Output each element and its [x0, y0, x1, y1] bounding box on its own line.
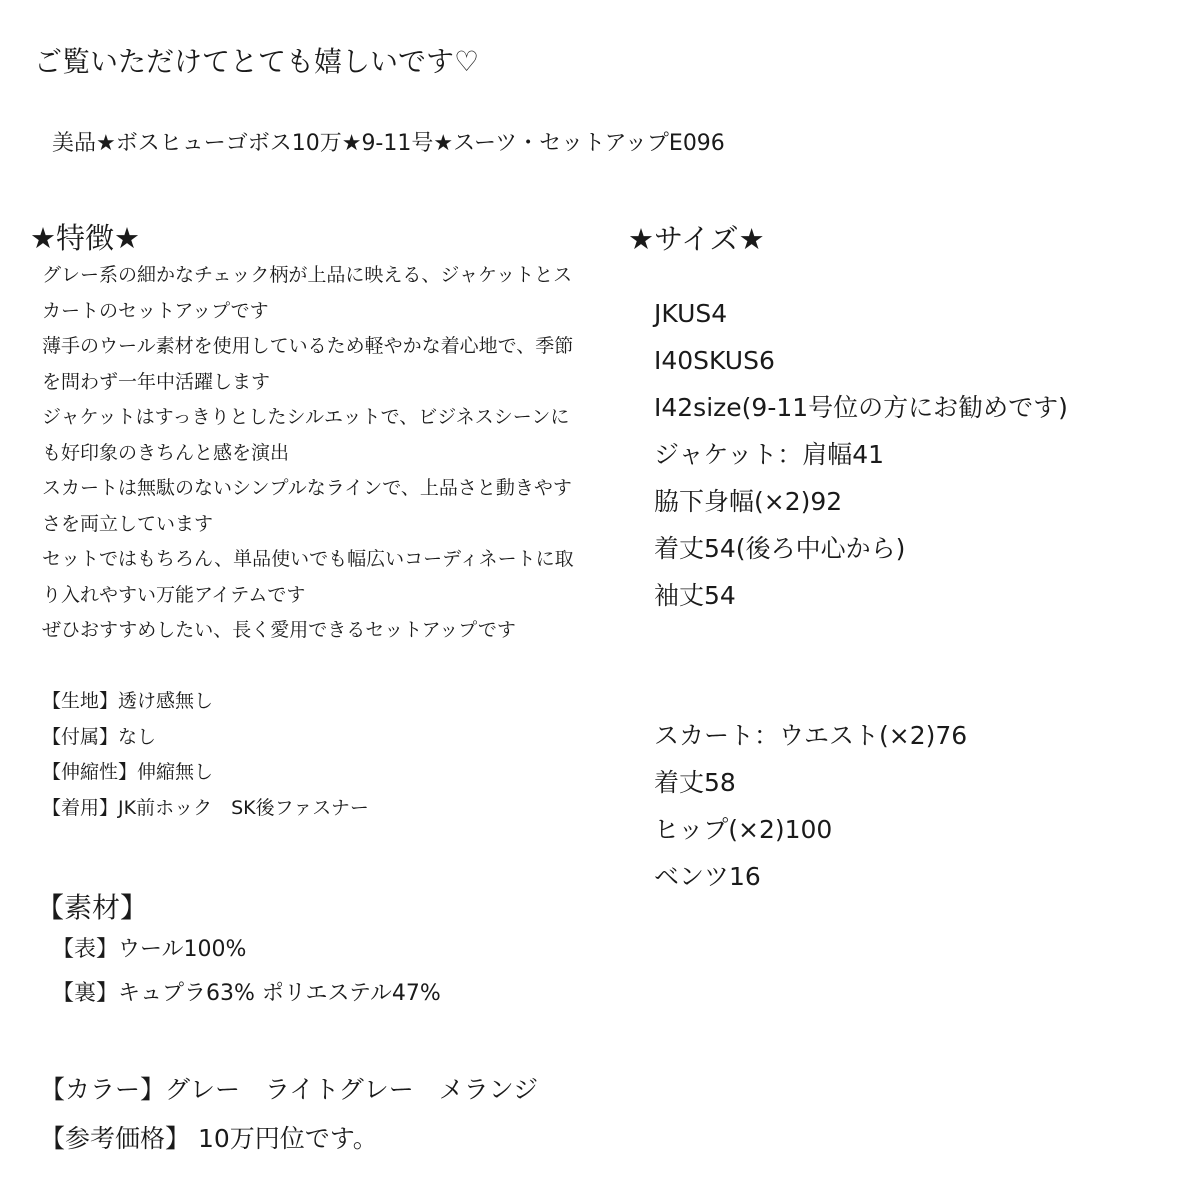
size-line: 着丈54(後ろ中心から)	[654, 534, 906, 563]
greeting-text: ご覧いただけてとても嬉しいです♡	[34, 45, 480, 78]
features-line: グレー系の細かなチェック柄が上品に映える、ジャケットとス	[42, 264, 573, 286]
size-line: I42size(9-11号位の方にお勧めです)	[654, 393, 1068, 422]
detail-closure: 【着用】JK前ホック SK後ファスナー	[42, 796, 369, 819]
size-line: 着丈58	[654, 768, 736, 797]
size-line: ジャケット：肩幅41	[654, 440, 885, 469]
material-lining: 【裏】キュプラ63% ポリエステル47%	[52, 981, 441, 1006]
skirt-size-list	[654, 712, 967, 900]
features-line: カートのセットアップです	[42, 299, 269, 322]
features-line: り入れやすい万能アイテムです	[42, 583, 306, 606]
features-description	[42, 258, 602, 649]
size-line: 脇下身幅(×2)92	[654, 487, 843, 516]
material-list	[52, 928, 441, 1016]
color-info: 【カラー】グレー ライトグレー メランジ	[40, 1075, 539, 1104]
material-heading: 【素材】	[36, 891, 149, 924]
size-line: JKUS4	[654, 299, 728, 328]
features-line: セットではもちろん、単品使いでも幅広いコーディネートに取	[42, 548, 574, 570]
jacket-size-list	[654, 290, 1068, 619]
size-line: スカート：ウエスト(×2)76	[654, 721, 968, 750]
features-line: さを両立しています	[42, 512, 214, 535]
details-list	[42, 684, 369, 826]
features-line: ジャケットはすっきりとしたシルエットで、ビジネスシーンに	[42, 406, 570, 428]
detail-fabric: 【生地】透け感無し	[42, 690, 214, 712]
features-line: ぜひおすすめしたい、長く愛用できるセットアップです	[42, 619, 516, 641]
size-line: 袖丈54	[654, 581, 736, 610]
size-line: ベンツ16	[654, 862, 761, 891]
detail-accessories: 【付属】なし	[42, 725, 157, 748]
features-line: を問わず一年中活躍します	[42, 370, 271, 393]
features-line: も好印象のきちんと感を演出	[42, 441, 290, 464]
product-title: 美品★ボスヒューゴボス10万★9-11号★スーツ・セットアップE096	[52, 131, 725, 156]
detail-stretch: 【伸縮性】伸縮無し	[42, 761, 214, 783]
size-heading: ★サイズ★	[628, 222, 765, 256]
size-line: ヒップ(×2)100	[654, 815, 833, 844]
material-outer: 【表】ウール100%	[52, 937, 247, 962]
features-line: 薄手のウール素材を使用しているため軽やかな着心地で、季節	[42, 335, 574, 357]
features-heading: ★特徴★	[30, 221, 140, 255]
features-line: スカートは無駄のないシンプルなラインで、上品さと動きやす	[42, 477, 572, 499]
price-info: 【参考価格】 10万円位です。	[40, 1124, 378, 1153]
size-line: I40SKUS6	[654, 346, 775, 375]
